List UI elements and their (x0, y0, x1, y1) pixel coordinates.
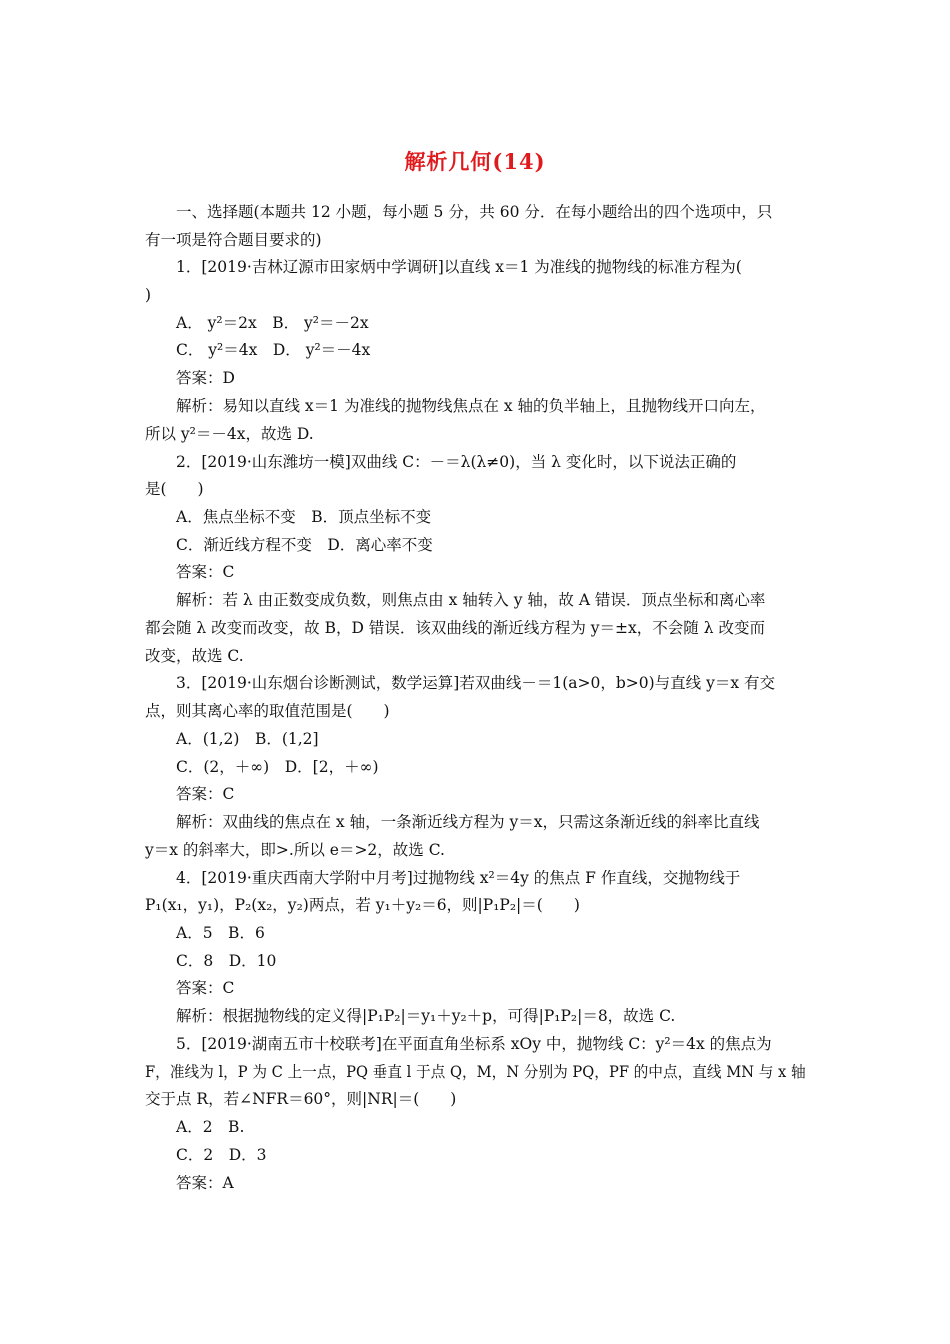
q5-stem-line-2: F，准线为 l，P 为 C 上一点，PQ 垂直 l 于点 Q，M，N 分别为 PQ，PF 的中点，直线 MN 与 x 轴 (145, 1063, 806, 1081)
q1-stem-line-1: 1．[2019·吉林辽源市田家炳中学调研]以直线 x＝1 为准线的抛物线的标准方程为( (176, 258, 742, 276)
section-intro-line-1: 一、选择题(本题共 12 小题，每小题 5 分，共 60 分．在每小题给出的四个选项中，只 (176, 203, 773, 221)
q2-stem-line-1: 2．[2019·山东潍坊一模]双曲线 C：－＝λ(λ≠0)，当 λ 变化时，以下说法正确的 (176, 453, 737, 471)
q1-stem-line-2: ) (145, 286, 152, 304)
q1-analysis-line-2: 所以 y²＝－4x，故选 D. (145, 425, 314, 443)
q3-analysis-line-2: y＝x 的斜率大，即>.所以 e＝>2，故选 C. (145, 841, 445, 859)
q2-analysis-line-2: 都会随 λ 改变而改变，故 B，D 错误．该双曲线的渐近线方程为 y＝±x，不会随 λ 改变而 (145, 619, 765, 637)
q2-answer: 答案：C (176, 563, 235, 581)
q3-stem-line-2: 点，则其离心率的取值范围是( ) (145, 702, 390, 720)
q1-analysis-line-1: 解析：易知以直线 x＝1 为准线的抛物线焦点在 x 轴的负半轴上，且抛物线开口向左， (176, 397, 766, 415)
q5-stem-line-3: 交于点 R，若∠NFR＝60°，则|NR|＝( ) (145, 1090, 457, 1108)
q3-options-ab: A．(1,2) B．(1,2] (176, 730, 319, 748)
q3-analysis-line-1: 解析：双曲线的焦点在 x 轴，一条渐近线方程为 y＝x，只需这条渐近线的斜率比直线 (176, 813, 760, 831)
q4-stem-line-2: P₁(x₁，y₁)，P₂(x₂，y₂)两点，若 y₁＋y₂＝6，则|P₁P₂|＝( ) (145, 896, 580, 914)
q2-stem-line-2: 是( ) (145, 480, 204, 498)
q1-options-ab: A． y²＝2x B． y²＝－2x (176, 314, 369, 332)
q4-answer: 答案：C (176, 979, 235, 997)
q4-options-cd: C．8 D．10 (176, 952, 277, 970)
q2-options-cd: C．渐近线方程不变 D．离心率不变 (176, 536, 433, 554)
q3-stem-line-1: 3．[2019·山东烟台诊断测试，数学运算]若双曲线－＝1(a>0，b>0)与直线 y＝x 有交 (176, 674, 775, 692)
q5-stem-line-1: 5．[2019·湖南五市十校联考]在平面直角坐标系 xOy 中，抛物线 C：y²＝4x 的焦点为 (176, 1035, 772, 1053)
q4-analysis-line-1: 解析：根据抛物线的定义得|P₁P₂|＝y₁＋y₂＋p，可得|P₁P₂|＝8，故选 C. (176, 1007, 676, 1025)
section-intro-line-2: 有一项是符合题目要求的) (145, 231, 322, 249)
q3-answer: 答案：C (176, 785, 235, 803)
q3-options-cd: C．(2，＋∞) D．[2，＋∞) (176, 758, 379, 776)
q1-answer: 答案：D (176, 369, 235, 387)
q4-stem-line-1: 4．[2019·重庆西南大学附中月考]过抛物线 x²＝4y 的焦点 F 作直线，交抛物线于 (176, 869, 741, 887)
q5-answer: 答案：A (176, 1174, 234, 1192)
q5-options-cd: C．2 D．3 (176, 1146, 267, 1164)
q2-analysis-line-3: 改变，故选 C. (145, 647, 244, 665)
q2-analysis-line-1: 解析：若 λ 由正数变成负数，则焦点由 x 轴转入 y 轴，故 A 错误．顶点坐标和离心率 (176, 591, 766, 609)
page-title: 解析几何(14) (404, 149, 546, 174)
q1-options-cd: C． y²＝4x D． y²＝－4x (176, 341, 371, 359)
q2-options-ab: A．焦点坐标不变 B．顶点坐标不变 (176, 508, 432, 526)
q5-options-ab: A．2 B. (176, 1118, 245, 1136)
q4-options-ab: A．5 B．6 (176, 924, 265, 942)
